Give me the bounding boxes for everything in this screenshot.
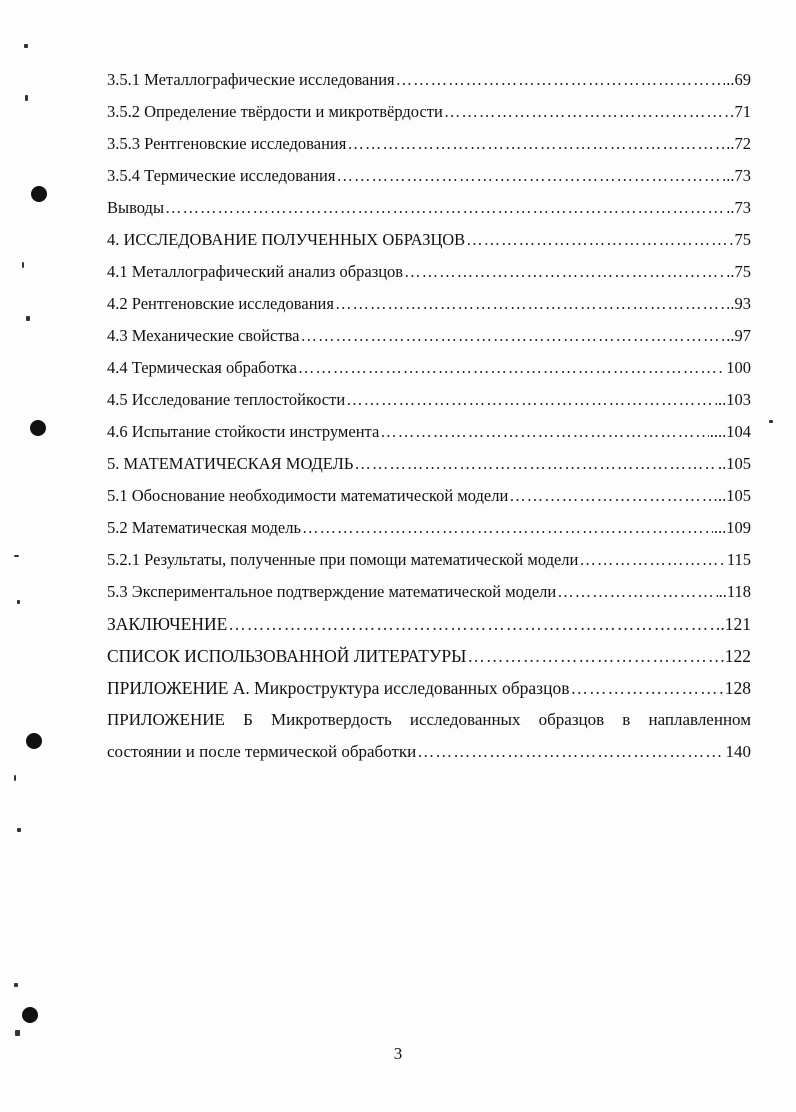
- toc-entry-title: 5.3 Экспериментальное подтверждение математической модели: [107, 582, 557, 601]
- toc-entry: [107, 480, 751, 512]
- toc-entry-appendix-b: [107, 704, 751, 768]
- toc-entry-title: 5. МАТЕМАТИЧЕСКАЯ МОДЕЛЬ: [107, 454, 354, 473]
- binder-hole-1: [31, 186, 47, 202]
- toc-entry-page: ..105: [718, 454, 751, 473]
- scan-speck: [24, 44, 28, 48]
- toc-leader-dots: [404, 256, 725, 288]
- toc-entry-page: 75: [734, 230, 751, 249]
- toc-leader-dots: [354, 448, 717, 480]
- toc-entry-title: 4. ИССЛЕДОВАНИЕ ПОЛУЧЕННЫХ ОБРАЗЦОВ: [107, 230, 466, 249]
- toc-entry: [107, 128, 751, 160]
- toc-entry-page: 100: [726, 358, 751, 377]
- toc-leader-dots: [557, 576, 717, 608]
- toc-leader-dots: [165, 192, 725, 224]
- scan-speck: [22, 262, 24, 268]
- page-number: 3: [393, 1044, 403, 1063]
- toc-entry: [107, 224, 751, 256]
- toc-leader-dots: [396, 64, 726, 96]
- toc-leader-dots: [336, 160, 725, 192]
- scan-speck: [14, 983, 18, 987]
- toc-leader-dots: [298, 352, 725, 384]
- toc-entry: [107, 192, 751, 224]
- toc-leader-dots: [346, 384, 717, 416]
- toc-entry-page: ..75: [726, 262, 751, 281]
- toc-leader-dots: [579, 544, 725, 576]
- toc-entry: [107, 288, 751, 320]
- toc-leader-dots: [302, 512, 713, 544]
- binder-hole-4: [22, 1007, 38, 1023]
- toc-entry-title-line2-row: [107, 736, 751, 768]
- toc-entry: [107, 448, 751, 480]
- toc-entry-title: ПРИЛОЖЕНИЕ А. Микроструктура исследованных образцов: [107, 678, 570, 698]
- toc-entry: [107, 512, 751, 544]
- toc-entry-title: 3.5.1 Металлографические исследования: [107, 70, 395, 89]
- toc-leader-dots: [417, 736, 724, 768]
- toc-entry: [107, 320, 751, 352]
- toc-leader-dots: [466, 224, 733, 256]
- toc-entry: [107, 352, 751, 384]
- toc-entry-page: .121: [720, 614, 751, 634]
- toc-leader-dots: [509, 480, 717, 512]
- binder-hole-2: [30, 420, 46, 436]
- toc-entry-page: ..105: [718, 486, 751, 505]
- toc-entry-page: ..72: [726, 134, 751, 153]
- toc-entry-title: 4.2 Рентгеновские исследования: [107, 294, 334, 313]
- toc-entry-title: 4.5 Исследование теплостойкости: [107, 390, 346, 409]
- toc-leader-dots: [380, 416, 708, 448]
- table-of-contents: [107, 64, 751, 768]
- scan-speck: [15, 1030, 20, 1036]
- toc-entry-page: ..118: [718, 582, 751, 601]
- scan-speck: [769, 420, 773, 423]
- toc-entry-page: 122: [724, 646, 751, 666]
- toc-entry-title-line2: состоянии и после термической обработки: [107, 742, 417, 761]
- toc-leader-dots: [335, 288, 729, 320]
- toc-entry-title: 3.5.4 Термические исследования: [107, 166, 336, 185]
- toc-entry: [107, 256, 751, 288]
- toc-entry-page: ..97: [726, 326, 751, 345]
- toc-entry-page: 140: [725, 742, 751, 761]
- toc-leader-dots: [301, 320, 726, 352]
- scan-speck: [26, 316, 30, 321]
- toc-entry-page: ..103: [718, 390, 751, 409]
- scan-speck: [17, 828, 21, 832]
- toc-entry-page: 128: [724, 678, 751, 698]
- toc-entry-page: ...109: [713, 518, 751, 537]
- toc-entry-title: ЗАКЛЮЧЕНИЕ: [107, 614, 228, 634]
- toc-entry-title: 3.5.3 Рентгеновские исследования: [107, 134, 347, 153]
- toc-leader-dots: [228, 608, 719, 640]
- toc-entry: [107, 416, 751, 448]
- toc-leader-dots: [444, 96, 734, 128]
- toc-entry-page: ..69: [726, 70, 751, 89]
- toc-entry-page: .93: [730, 294, 751, 313]
- toc-leader-dots: [347, 128, 725, 160]
- toc-entry: [107, 384, 751, 416]
- toc-leader-dots: [570, 672, 723, 704]
- toc-entry: [107, 96, 751, 128]
- toc-entry: [107, 640, 751, 672]
- toc-entry-page: ....104: [709, 422, 751, 441]
- toc-entry-page: 115: [726, 550, 751, 569]
- toc-entry: [107, 64, 751, 96]
- toc-entry-title: 5.2.1 Результаты, полученные при помощи математической модели: [107, 550, 579, 569]
- scan-speck: [14, 555, 19, 557]
- toc-entry-page: 71: [734, 102, 751, 121]
- toc-leader-dots: [467, 640, 723, 672]
- toc-entry-title: Выводы: [107, 198, 165, 217]
- toc-entry-title: 4.1 Металлографический анализ образцов: [107, 262, 404, 281]
- toc-entry: [107, 672, 751, 704]
- toc-entry-title: 4.6 Испытание стойкости инструмента: [107, 422, 380, 441]
- toc-entry-title: СПИСОК ИСПОЛЬЗОВАННОЙ ЛИТЕРАТУРЫ: [107, 646, 467, 666]
- toc-entry-title: 3.5.2 Определение твёрдости и микротвёрдости: [107, 102, 443, 121]
- toc-entry-page: ..73: [726, 166, 751, 185]
- toc-entry: [107, 160, 751, 192]
- scan-speck: [14, 775, 16, 781]
- toc-entry: [107, 576, 751, 608]
- toc-entry-page: ..73: [726, 198, 751, 217]
- toc-entry: [107, 608, 751, 640]
- toc-entry-title-line1: ПРИЛОЖЕНИЕ Б Микротвердость исследованных образцов в наплавленном: [107, 710, 751, 729]
- toc-entry-title: 5.1 Обоснование необходимости математической модели: [107, 486, 509, 505]
- binder-hole-3: [26, 733, 42, 749]
- toc-entry-title: 4.4 Термическая обработка: [107, 358, 297, 377]
- scan-speck: [25, 95, 28, 101]
- toc-entry: [107, 544, 751, 576]
- toc-entry-title: 5.2 Математическая модель: [107, 518, 301, 537]
- toc-entry-title: 4.3 Механические свойства: [107, 326, 300, 345]
- scan-speck: [17, 600, 20, 604]
